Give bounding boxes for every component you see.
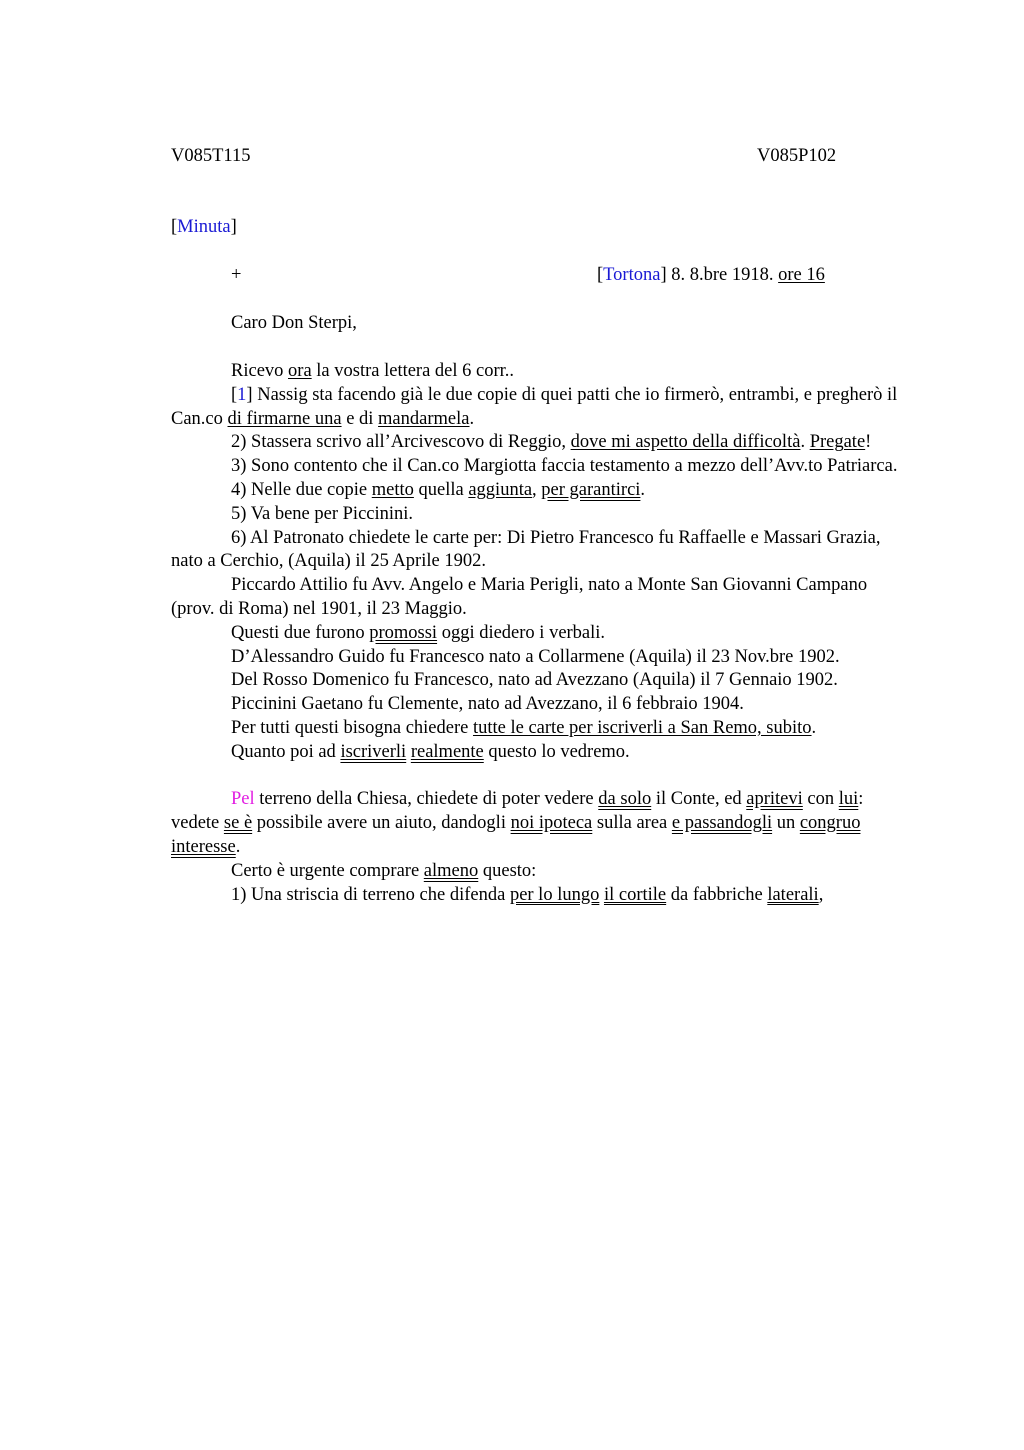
paragraph-10: D’Alessandro Guido fu Francesco nato a Collarmene (Aquila) il 23 Nov.bre 1902. [231,646,840,667]
text: questo lo vedremo. [483,741,630,762]
double-underlined-text: almeno [423,860,479,881]
text: . [235,836,241,857]
paragraph-5 [171,479,913,503]
paragraph-17 [171,884,913,908]
date-line [597,265,825,286]
underlined-text: tutte le carte per iscriverli a San Remo, subito [472,717,812,738]
underlined-text: aggiunta [468,479,533,500]
paragraph-8: Piccardo Attilio fu Avv. Angelo e Maria Perigli, nato a Monte San Giovanni Campano (prov. di Roma) nel 1901, il 23 Maggio. [171,575,868,619]
paragraph-12: Piccinini Gaetano fu Clemente, nato ad Avezzano, il 6 febbraio 1904. [231,694,744,715]
double-underlined-text: apritevi [746,789,803,810]
item-number: 1 [237,384,247,405]
underlined-text: ora [288,361,312,381]
text: , [818,884,824,905]
text: 2) Stassera scrivo all’Arcivescovo di Reggio, [231,432,571,453]
text: . [640,479,646,500]
paragraph-9 [171,622,913,646]
text: ] Nassig sta facendo già le due copie di quei patti che io firmerò, entrambi, e pregherò il Can.co [171,384,898,429]
double-underlined-text: promossi [369,622,438,643]
double-underlined-text: da solo [598,789,652,810]
bracket-open: [ [231,384,238,405]
text: Quanto poi ad [231,741,341,762]
text: oggi diedero i verbali. [437,622,606,643]
underlined-text: di firmarne una [227,408,342,429]
text: , [532,479,542,500]
text: . [469,408,475,429]
text: Certo è urgente comprare [231,860,424,881]
paragraph-14 [171,741,913,765]
double-underlined-text: se è [223,813,253,834]
text: 4) Nelle due copie [231,479,372,500]
double-underlined-text: noi ipoteca [510,813,593,834]
paragraph-13 [171,717,913,741]
text: : vedete [171,789,864,834]
text: con [802,789,839,810]
double-underlined-text: iscriverli [340,741,407,762]
double-underlined-text: il cortile [603,884,667,905]
text: da fabbriche [666,884,768,905]
text: il Conte, ed [651,789,747,810]
bracket-open: [ [597,265,604,285]
text: questo: [478,860,537,881]
text: Per tutti questi bisogna chiedere [231,717,473,738]
paragraph-7: 6) Al Patronato chiedete le carte per: Di Pietro Francesco fu Raffaelle e Massari Grazia, nato a Cerchio, (Aquila) il 25 Aprile 1902. [171,527,881,572]
paragraph-15 [171,788,913,859]
salutation: Caro Don Sterpi, [231,313,357,333]
bracket-close: ] [230,217,237,237]
text: Ricevo [231,361,289,381]
paragraph-11: Del Rosso Domenico fu Francesco, nato ad Avezzano (Aquila) il 7 Gennaio 1902. [231,670,838,691]
double-underlined-text: e passandogli [671,813,773,834]
text: . [800,432,810,453]
bracket-open: [ [171,217,178,237]
double-underlined-text: per lo lungo [509,884,600,905]
text: possibile avere un aiuto, dandogli [252,813,511,834]
double-underlined-text: lui [838,789,859,810]
underlined-text: metto [371,479,414,500]
text: un [772,813,800,834]
paragraph-3 [171,431,913,455]
text: terreno della Chiesa, chiedete di poter vedere [254,789,599,810]
underlined-text: mandarmela [378,408,470,429]
date-text: ] 8. 8.bre 1918. [660,265,779,285]
minuta-label [171,217,237,238]
double-underlined-text: laterali [767,884,819,905]
text: Questi due furono [231,622,370,643]
text: sulla area [592,813,672,834]
text: quella [413,479,469,500]
minuta-word: Minuta [177,217,231,237]
paragraph-2 [171,384,913,432]
double-underlined-text: congruo interesse [171,813,861,857]
text: 1) Una striscia di terreno che difenda [231,884,510,905]
date-time: ore 16 [778,265,825,285]
paragraph-1 [171,360,913,384]
underlined-text: dove mi aspetto della difficoltà [570,432,801,453]
date-place: Tortona [603,265,661,285]
text: ! [865,432,872,453]
underlined-text: Pregate [809,432,866,453]
text: la vostra lettera del 6 corr.. [311,361,515,381]
cross-mark: + [231,265,242,285]
text: e di [341,408,379,429]
double-underlined-text: realmente [410,741,484,762]
highlighted-text: Pel [231,789,255,810]
double-underlined-text: per garantirci [541,479,641,500]
paragraph-4: 3) Sono contento che il Can.co Margiotta faccia testamento a mezzo dell’Avv.to Patriarca. [231,456,898,477]
letter-body [171,360,913,907]
text: . [811,717,817,738]
paragraph-6: 5) Va bene per Piccinini. [231,503,414,524]
document-code-left: V085T115 [171,146,251,166]
document-code-right: V085P102 [757,146,837,166]
paragraph-16 [171,860,913,884]
